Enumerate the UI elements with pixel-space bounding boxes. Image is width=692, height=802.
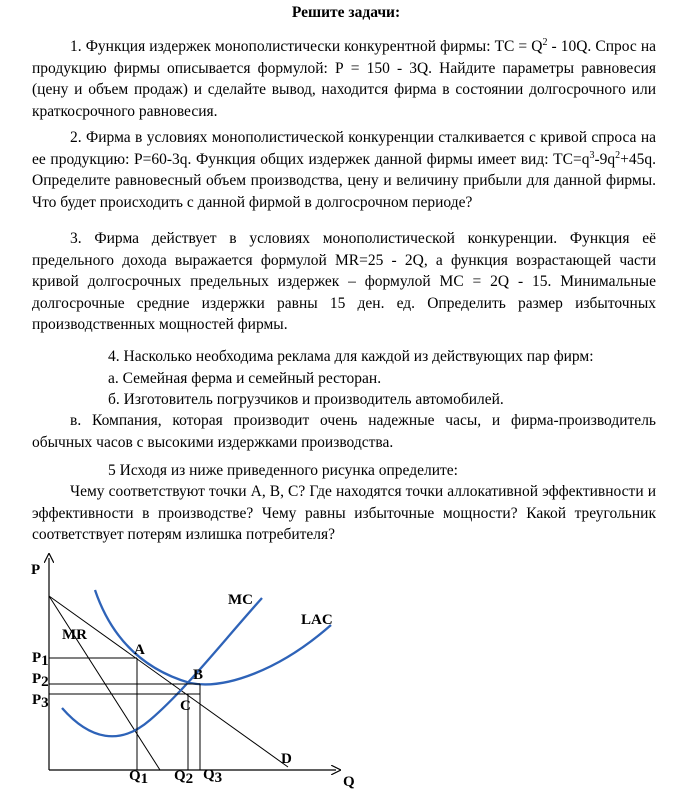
lac-curve	[95, 590, 331, 684]
mr-line	[49, 596, 160, 770]
p1-label: P1	[32, 650, 49, 669]
p-axis-label: P	[31, 562, 41, 578]
task-5: 5 Исходя из ниже приведенного рисунка определите:	[108, 462, 458, 479]
page-title: Решите задачи:	[291, 4, 401, 21]
point-a-label: A	[134, 642, 145, 658]
lac-label: LAC	[301, 612, 333, 628]
mr-label: MR	[62, 627, 87, 643]
task-2-sup-2: 2	[615, 149, 621, 161]
q-axis-label: Q	[343, 774, 355, 790]
q1-label: Q1	[129, 768, 149, 787]
task-1-text-a: 1. Функция издержек монополистически конкурентной фирмы: ТС = Q	[70, 38, 543, 55]
d-label: D	[281, 751, 292, 767]
task-2-sup-1: 3	[589, 149, 595, 161]
task-2-text-c: +45q. Определите равновесный объем производства, цену и величину прибыли для данной фирмы. Что будет происходить с данной фирмой в долгосрочном периоде?	[32, 150, 656, 211]
mc-label: MC	[228, 592, 253, 608]
mc-curve	[62, 598, 262, 736]
economics-figure	[0, 550, 692, 802]
demand-line	[49, 596, 288, 767]
task-3: 3. Фирма действует в условиях монополистической конкуренции. Функция её предельного дохода выражается формулой MR=25 - 2Q, а функция возрастающей части кривой долгосрочных предельных издержек – формулой МС = 2Q - 15. Минимальные долгосрочные средние издержки равны 15 ден. ед. Определить размер избыточных производственных мощностей фирмы.	[32, 230, 656, 334]
task-4-b: б. Изготовитель погрузчиков и производитель автомобилей.	[108, 391, 504, 408]
p2-label: P2	[32, 671, 49, 690]
task-4: 4. Насколько необходима реклама для каждой из действующих пар фирм:	[108, 348, 594, 365]
task-5-question: Чему соответствуют точки А, В, С? Где находятся точки аллокативной эффективности и эффективности в производстве? Чему равны избыточные мощности? Какой треугольник соответствует потерям излишка потребителя?	[32, 483, 656, 544]
task-1-sup: 2	[542, 37, 548, 48]
p3-label: P3	[32, 692, 49, 711]
task-2	[32, 127, 656, 213]
point-c-label: C	[180, 698, 191, 714]
task-4-c: в. Компания, которая производит очень надежные часы, и фирма-производитель обычных часов с высокими издержками производства.	[32, 412, 656, 451]
task-1	[32, 36, 656, 122]
q2-label: Q2	[174, 768, 194, 787]
q3-label: Q3	[203, 767, 223, 786]
point-b-label: B	[193, 667, 204, 683]
task-1-text-b: - 10Q. Спрос на продукцию фирмы описывается формулой: Р = 150 - 3Q. Найдите параметры равновесия (цену и объем продаж) и сделайте вывод, находится фирма в состоянии долгосрочного или краткосрочного равновесия.	[32, 38, 656, 120]
task-2-text-a: 2. Фирма в условиях монополистической конкуренции сталкивается с кривой спроса на ее продукцию: Р=60-3q. Функция общих издержек данной фирмы имеет вид: TC=q	[32, 129, 656, 168]
task-2-text-b: -9q	[594, 150, 616, 168]
task-4-a: а. Семейная ферма и семейный ресторан.	[108, 370, 382, 387]
